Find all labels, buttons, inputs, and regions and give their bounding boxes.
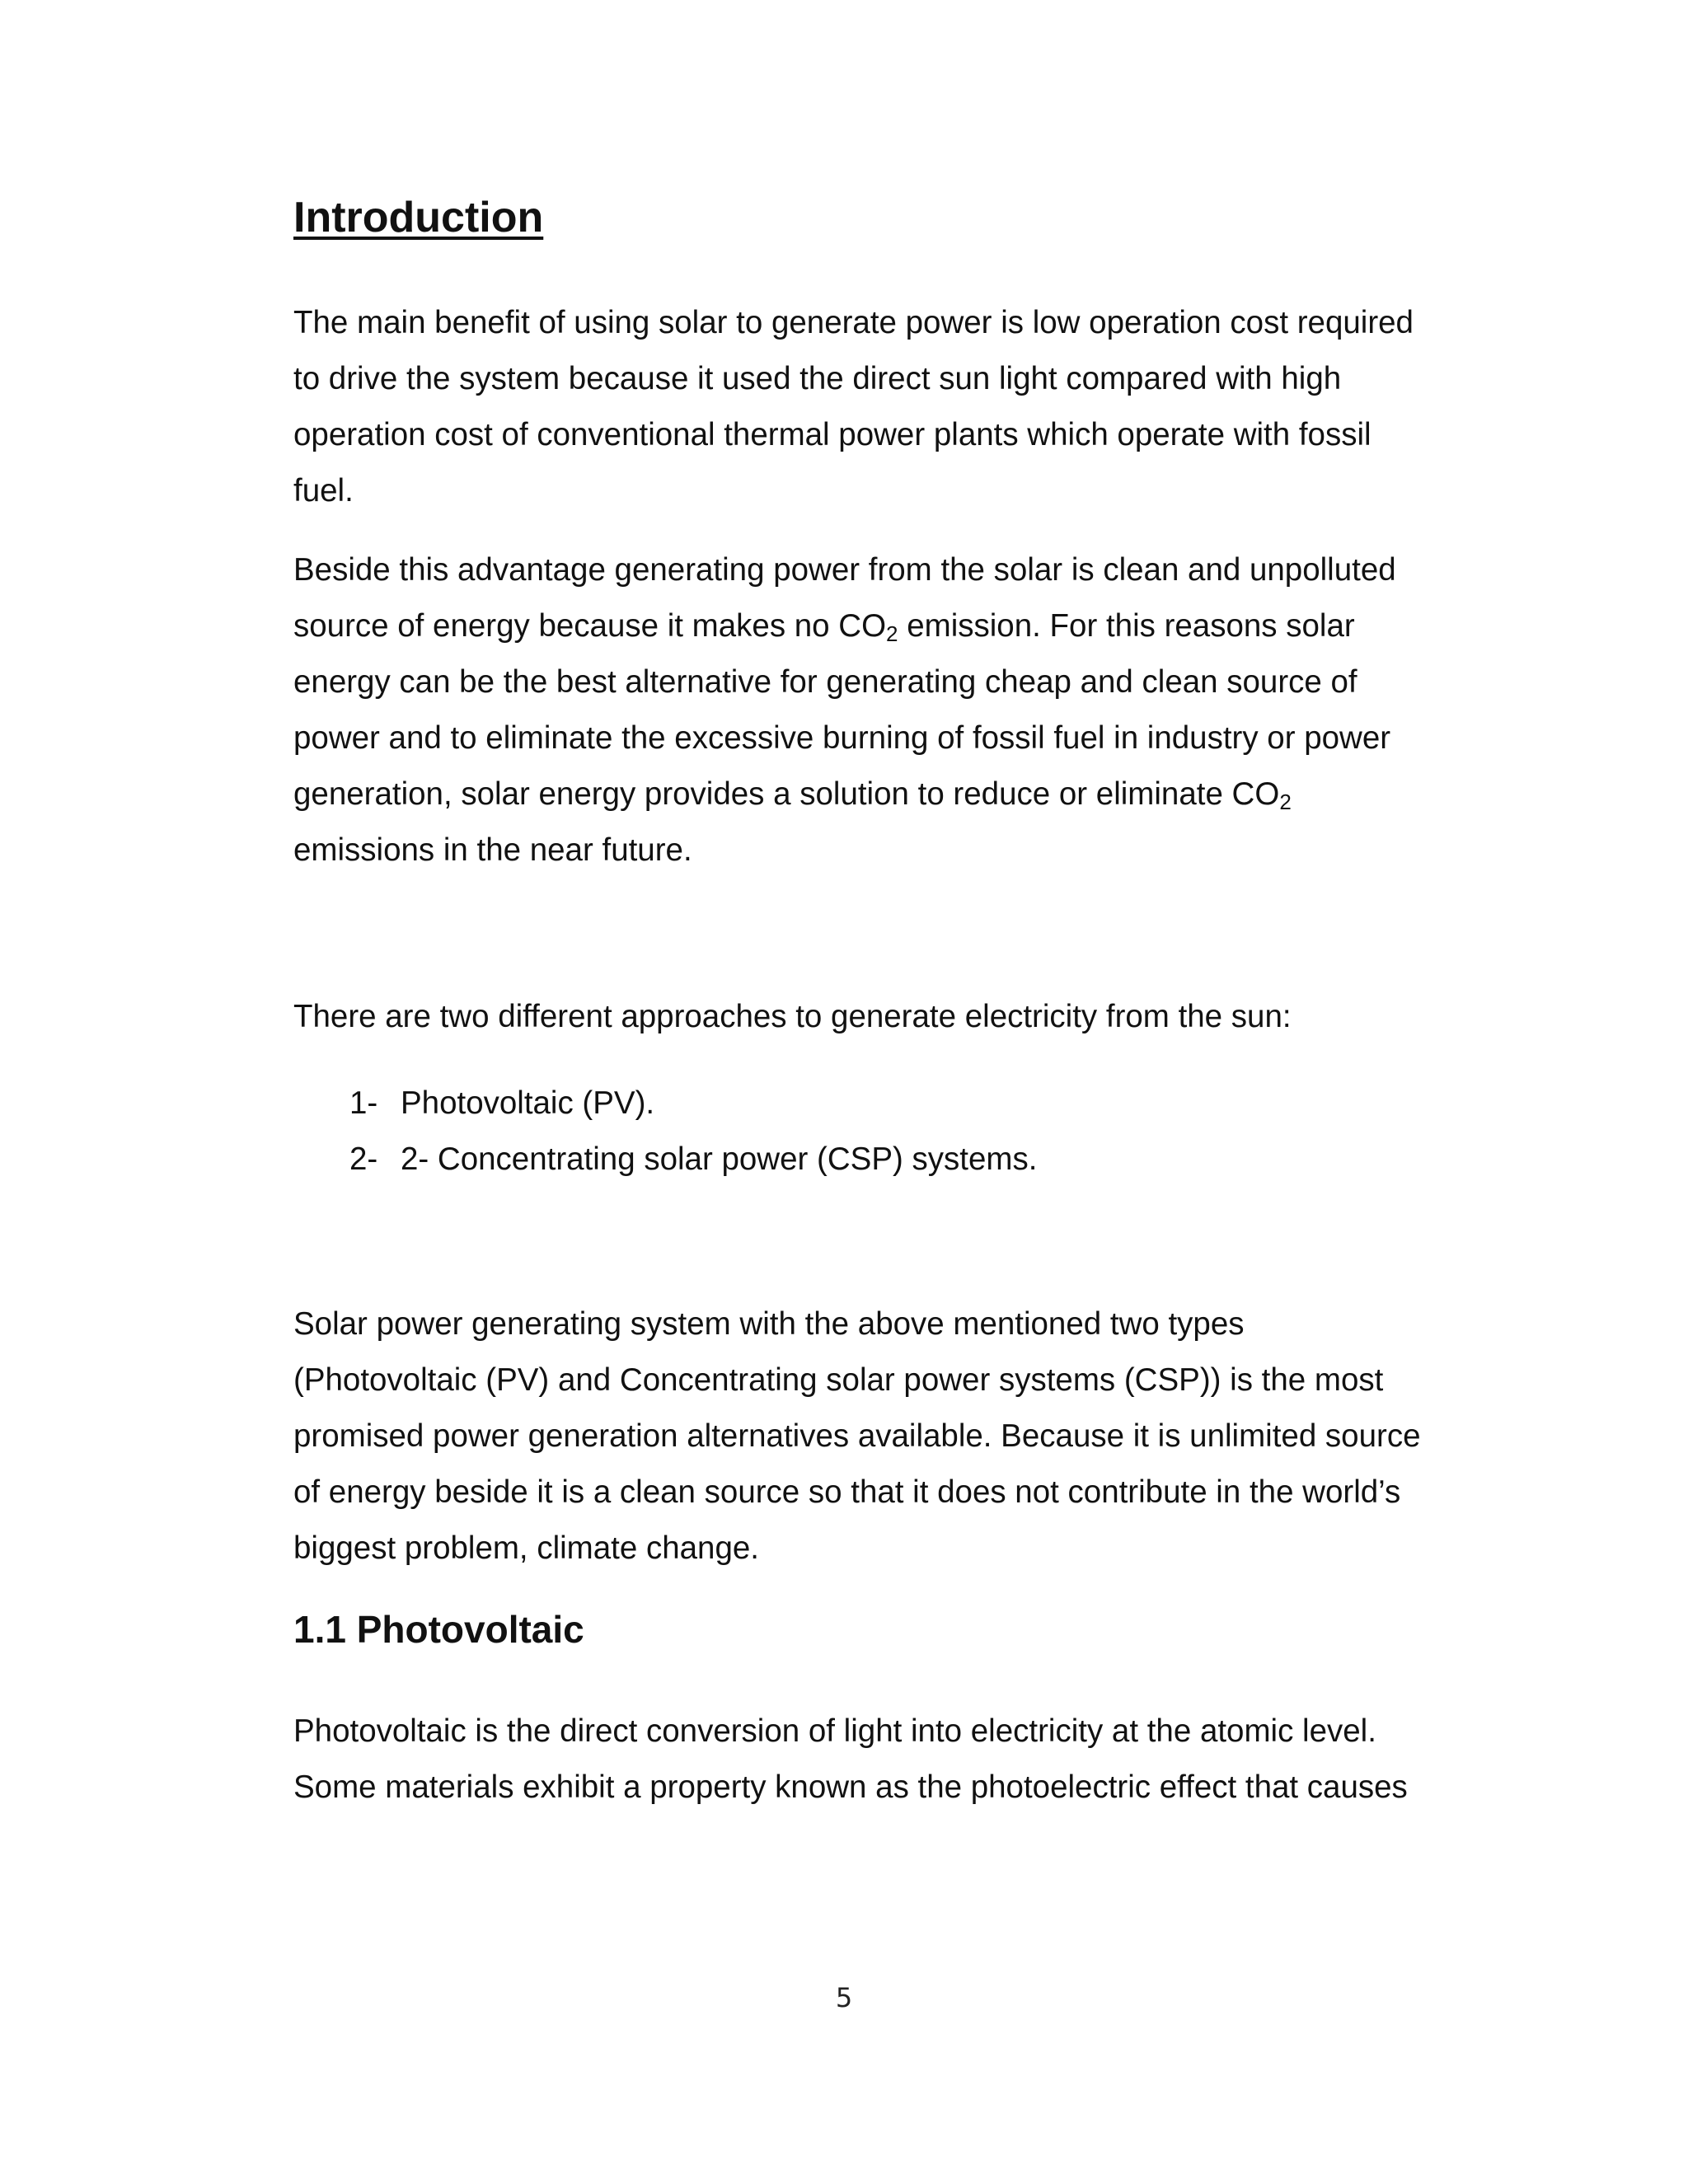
text-segment: emission. For this reasons solar [898, 608, 1355, 644]
text-line: biggest problem, climate change. [293, 1530, 759, 1566]
approaches-intro: There are two different approaches to generate electricity from the sun: [293, 999, 1292, 1034]
list-item-text: Photovoltaic (PV). [401, 1085, 655, 1121]
text-line: to drive the system because it used the direct sun light compared with high [293, 361, 1342, 396]
text-line: The main benefit of using solar to generate power is low operation cost required [293, 305, 1414, 340]
text-line: Photovoltaic is the direct conversion of light into electricity at the atomic level. [293, 1713, 1376, 1749]
text-line: fuel. [293, 473, 354, 509]
summary-paragraph [293, 1296, 1464, 1577]
section-heading: 1.1 Photovoltaic [293, 1608, 584, 1651]
text-line: operation cost of conventional thermal power plants which operate with fossil [293, 417, 1372, 452]
text-line [293, 766, 1464, 823]
text-line: (Photovoltaic (PV) and Concentrating solar power systems (CSP)) is the most [293, 1362, 1384, 1398]
approaches-list [349, 1076, 1037, 1188]
text-line: Beside this advantage generating power from the solar is clean and unpolluted [293, 552, 1396, 588]
subscript: 2 [1279, 790, 1292, 814]
text-segment: source of energy because it makes no CO [293, 608, 887, 644]
list-item [349, 1132, 1037, 1188]
intro-paragraph-1 [293, 295, 1464, 519]
text-segment: generation, solar energy provides a solution to reduce or eliminate CO [293, 776, 1280, 812]
text-line [293, 598, 1464, 654]
text-line: of energy beside it is a clean source so that it does not contribute in the world’s [293, 1474, 1401, 1510]
text-line: Some materials exhibit a property known as the photoelectric effect that causes [293, 1769, 1408, 1805]
page-number: 5 [835, 1982, 853, 2013]
text-line: emissions in the near future. [293, 832, 692, 868]
list-item-number: 2- [349, 1141, 378, 1177]
list-item [349, 1076, 1037, 1132]
photovoltaic-paragraph [293, 1704, 1464, 1816]
intro-paragraph-2 [293, 542, 1464, 879]
text-line: Solar power generating system with the above mentioned two types [293, 1306, 1245, 1342]
page-title: Introduction [293, 194, 544, 241]
subscript: 2 [886, 621, 898, 646]
list-item-number: 1- [349, 1085, 378, 1121]
text-line: promised power generation alternatives available. Because it is unlimited source [293, 1418, 1421, 1454]
text-line: energy can be the best alternative for generating cheap and clean source of [293, 664, 1357, 700]
list-item-text: 2- Concentrating solar power (CSP) systems. [401, 1141, 1038, 1177]
text-line: power and to eliminate the excessive burning of fossil fuel in industry or power [293, 720, 1391, 756]
